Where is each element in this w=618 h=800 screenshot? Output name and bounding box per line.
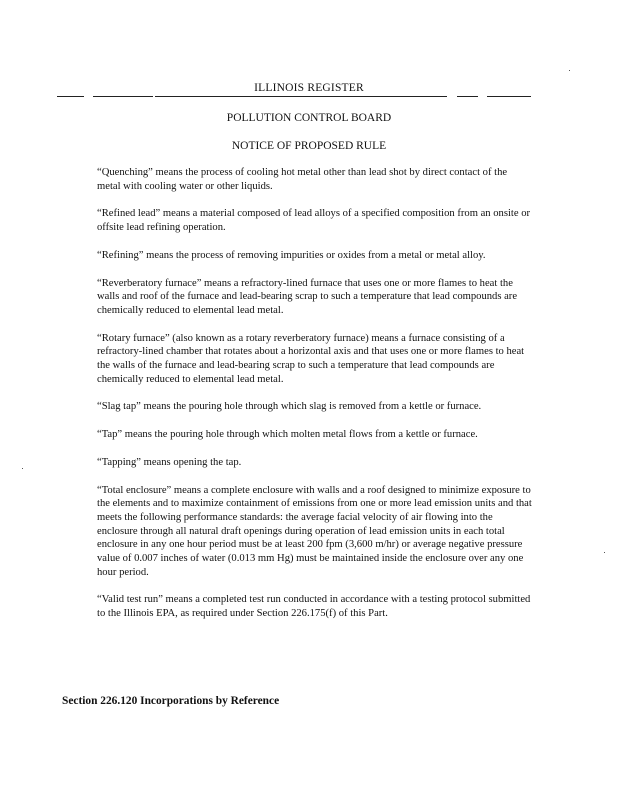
scan-speck xyxy=(22,468,23,469)
register-title: ILLINOIS REGISTER xyxy=(254,82,364,94)
scan-speck xyxy=(569,70,570,71)
section-heading: Section 226.120 Incorporations by Reference xyxy=(62,695,280,707)
header-rule xyxy=(57,96,531,98)
definitions-list xyxy=(97,166,532,635)
definition-paragraph: “Total enclosure” means a complete enclosure with walls and a roof designed to minimize exposure to the elements and to maximize containment of emissions from one or more lead emission units and that meets the following performance standards: the average facial velocity of air flowing into the enclosure through all natural draft openings during operation of lead emission units in each total enclosure in any one hour period must be at least 200 fpm (3,600 m/hr) or average negative pressure value of 0.007 inches of water (0.013 mm Hg) must be maintained inside the enclosure over any one hour period. xyxy=(97,484,532,578)
scan-speck xyxy=(604,552,605,553)
notice-title: NOTICE OF PROPOSED RULE xyxy=(231,140,387,152)
definition-paragraph: “Refined lead” means a material composed of lead alloys of a specified composition from an onsite or offsite lead refining operation. xyxy=(97,208,531,234)
board-name: POLLUTION CONTROL BOARD xyxy=(226,112,392,124)
rule-segment xyxy=(487,96,531,97)
definition-paragraph: “Reverberatory furnace” means a refractory-lined furnace that uses one or more flames to heat the walls and roof of the furnace and lead-bearing scrap to such a temperature that lead compounds are chemically reduced to elemental lead metal. xyxy=(97,277,518,316)
definition-paragraph: “Valid test run” means a completed test run conducted in accordance with a testing protocol submitted to the Illinois EPA, as required under Section 226.175(f) of this Part. xyxy=(97,594,531,620)
rule-segment xyxy=(57,96,84,97)
definition-paragraph: “Slag tap” means the pouring hole through which slag is removed from a kettle or furnace. xyxy=(97,401,482,413)
rule-segment xyxy=(457,96,478,97)
definition-paragraph: “Tapping” means opening the tap. xyxy=(97,456,242,468)
definition-paragraph: “Quenching” means the process of cooling hot metal other than lead shot by direct contact of the metal with cooling water or other liquids. xyxy=(97,167,508,192)
definition-paragraph: “Tap” means the pouring hole through which molten metal flows from a kettle or furnace. xyxy=(97,429,478,441)
definition-paragraph: “Rotary furnace” (also known as a rotary reverberatory furnace) means a furnace consisting of a refractory-lined chamber that rotates about a horizontal axis and that uses one or more flames to heat the walls of the furnace and lead-bearing scrap to such a temperature that lead compounds are chemically reduced to elemental lead metal. xyxy=(97,332,525,385)
rule-segment xyxy=(93,96,153,97)
definition-paragraph: “Refining” means the process of removing impurities or oxides from a metal or metal alloy. xyxy=(97,249,486,261)
rule-segment xyxy=(155,96,447,97)
